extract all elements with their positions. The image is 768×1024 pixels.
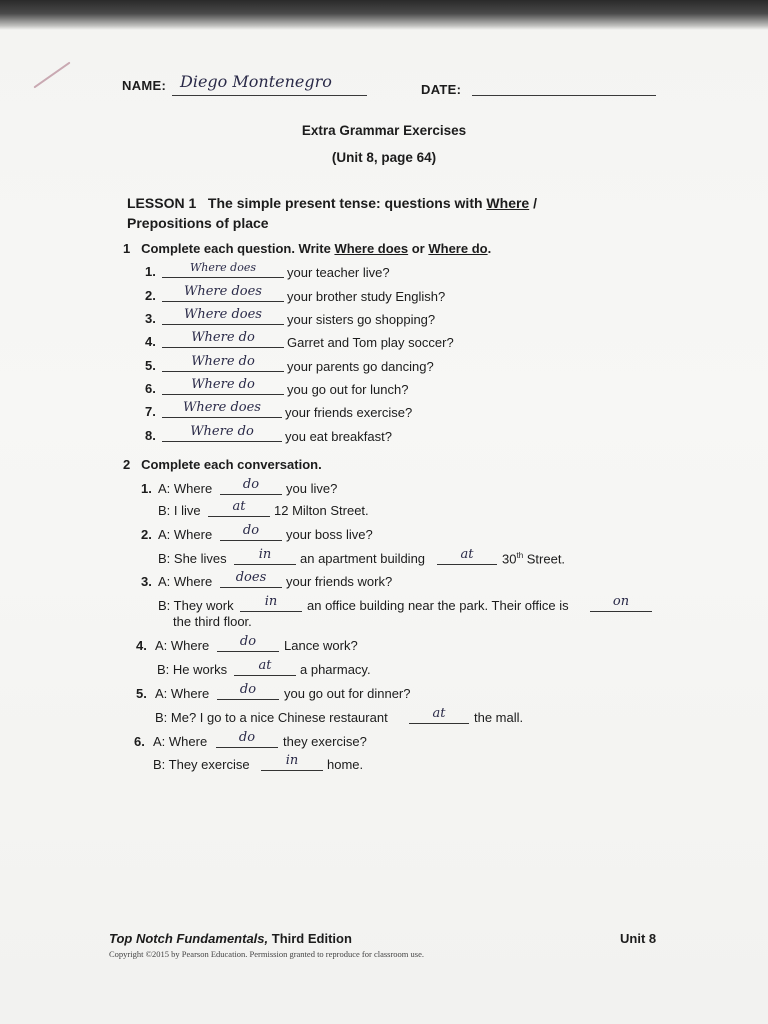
speaker-b-text: B: I live: [158, 503, 201, 518]
answer-blank[interactable]: Where do: [162, 353, 284, 372]
speaker-b-text: B: They exercise: [153, 757, 250, 772]
conversation-number: 5.: [136, 686, 147, 701]
book-title: Top Notch Fundamentals,: [109, 931, 269, 946]
answer-blank[interactable]: Where do: [162, 376, 284, 395]
answer-blank[interactable]: does: [220, 569, 282, 588]
street-number: 30: [502, 551, 517, 567]
date-label: DATE:: [421, 82, 462, 97]
lesson-label: LESSON 1: [127, 195, 197, 211]
speaker-b-text: B: He works: [157, 662, 228, 677]
conversation-number: 4.: [136, 638, 147, 653]
date-line[interactable]: [472, 95, 656, 96]
exercise1-where-does: Where does: [334, 241, 409, 256]
lesson-title-part1: The simple present tense: questions with: [207, 195, 487, 211]
answer-blank[interactable]: do: [217, 681, 279, 700]
street-label: Street.: [523, 551, 566, 567]
question-text: your sisters go shopping?: [287, 312, 436, 327]
lesson-title-part2: /: [529, 195, 537, 211]
lesson-title-line2: Prepositions of place: [127, 215, 269, 231]
speaker-b-text: B: They work: [158, 598, 234, 613]
footer-copyright: Copyright ©2015 by Pearson Education. Permission granted to reproduce for classroom use.: [109, 949, 424, 959]
item-number: 8.: [145, 428, 156, 443]
speaker-a-text: A: Where: [155, 638, 210, 653]
speaker-b-text-mid: an apartment building: [300, 551, 426, 566]
speaker-a-text: A: Where: [158, 481, 213, 496]
question-text: you go out for lunch?: [287, 382, 409, 397]
answer-blank[interactable]: at: [409, 705, 469, 724]
exercise2-instr-text: Complete each conversation.: [141, 457, 322, 472]
exercise1-instr-text: Complete each question. Write: [141, 241, 335, 256]
lesson-heading: [127, 195, 537, 211]
answer-blank[interactable]: Where does: [162, 306, 284, 325]
answer-blank[interactable]: at: [234, 657, 296, 676]
answer-blank[interactable]: Where does: [162, 283, 284, 302]
item-number: 5.: [145, 358, 156, 373]
question-text: you eat breakfast?: [285, 429, 392, 444]
speaker-b-text-end: [502, 551, 565, 566]
speaker-b-text-end: home.: [327, 757, 364, 772]
footer-book-title: [109, 931, 352, 946]
speaker-b-text: B: Me? I go to a nice Chinese restaurant: [155, 710, 388, 725]
answer-blank[interactable]: in: [261, 752, 323, 771]
speaker-b-text-end: 12 Milton Street.: [274, 503, 369, 518]
speaker-a-text-end: you live?: [286, 481, 338, 496]
answer-blank[interactable]: do: [217, 633, 279, 652]
answer-blank[interactable]: at: [208, 498, 270, 517]
speaker-a-text: A: Where: [153, 734, 208, 749]
question-text: your brother study English?: [287, 289, 446, 304]
footer-unit: Unit 8: [620, 931, 657, 946]
speaker-a-text-end: you go out for dinner?: [284, 686, 411, 701]
lesson-title-where: Where: [486, 195, 530, 211]
exercise2-instruction: [123, 457, 322, 472]
speaker-b-text-end: a pharmacy.: [300, 662, 371, 677]
speaker-a-text: A: Where: [158, 574, 213, 589]
answer-blank[interactable]: Where do: [162, 329, 284, 348]
speaker-a-text-end: your friends work?: [286, 574, 393, 589]
conversation-number: 1.: [141, 481, 152, 496]
item-number: 7.: [145, 404, 156, 419]
scan-top-shadow: [0, 0, 768, 30]
exercise1-where-do: Where do: [428, 241, 488, 256]
answer-blank[interactable]: in: [234, 546, 296, 565]
answer-blank[interactable]: do: [220, 522, 282, 541]
answer-blank[interactable]: in: [240, 593, 302, 612]
speaker-a-text-end: they exercise?: [283, 734, 367, 749]
answer-blank[interactable]: do: [216, 729, 278, 748]
question-text: your teacher live?: [287, 265, 390, 280]
item-number: 3.: [145, 311, 156, 326]
conversation-number: 6.: [134, 734, 145, 749]
speaker-b-text-mid: an office building near the park. Their office is: [307, 598, 569, 613]
answer-blank[interactable]: Where do: [162, 423, 282, 442]
speaker-a-text: A: Where: [158, 527, 213, 542]
ordinal-suffix: th: [516, 551, 524, 560]
answer-blank[interactable]: on: [590, 593, 652, 612]
exercise1-instruction: [123, 241, 491, 256]
exercise2-number: 2: [123, 457, 131, 472]
item-number: 4.: [145, 334, 156, 349]
question-text: your friends exercise?: [285, 405, 413, 420]
item-number: 2.: [145, 288, 156, 303]
item-number: 6.: [145, 381, 156, 396]
answer-blank[interactable]: at: [437, 546, 497, 565]
question-text: Garret and Tom play soccer?: [287, 335, 454, 350]
answer-blank[interactable]: Where does: [162, 399, 282, 418]
question-text: your parents go dancing?: [287, 359, 434, 374]
speaker-a-text-end: your boss live?: [286, 527, 373, 542]
item-number: 1.: [145, 264, 156, 279]
stray-pen-mark: [33, 62, 70, 89]
exercise1-number: 1: [123, 241, 131, 256]
student-name[interactable]: Diego Montenegro: [180, 72, 332, 91]
speaker-a-text: A: Where: [155, 686, 210, 701]
page-title: Extra Grammar Exercises: [301, 123, 467, 138]
answer-blank[interactable]: do: [220, 476, 282, 495]
page-subtitle: (Unit 8, page 64): [331, 150, 437, 165]
exercise1-period: .: [487, 241, 492, 256]
book-edition: Third Edition: [268, 931, 352, 946]
conversation-number: 3.: [141, 574, 152, 589]
name-label: NAME:: [122, 78, 167, 93]
speaker-b-text-line2: the third floor.: [173, 614, 252, 629]
speaker-b-text: B: She lives: [158, 551, 227, 566]
speaker-b-text-end: the mall.: [474, 710, 524, 725]
name-line: [172, 95, 367, 96]
conversation-number: 2.: [141, 527, 152, 542]
speaker-a-text-end: Lance work?: [284, 638, 358, 653]
exercise1-or: or: [408, 241, 429, 256]
answer-blank[interactable]: Where does: [162, 259, 284, 278]
